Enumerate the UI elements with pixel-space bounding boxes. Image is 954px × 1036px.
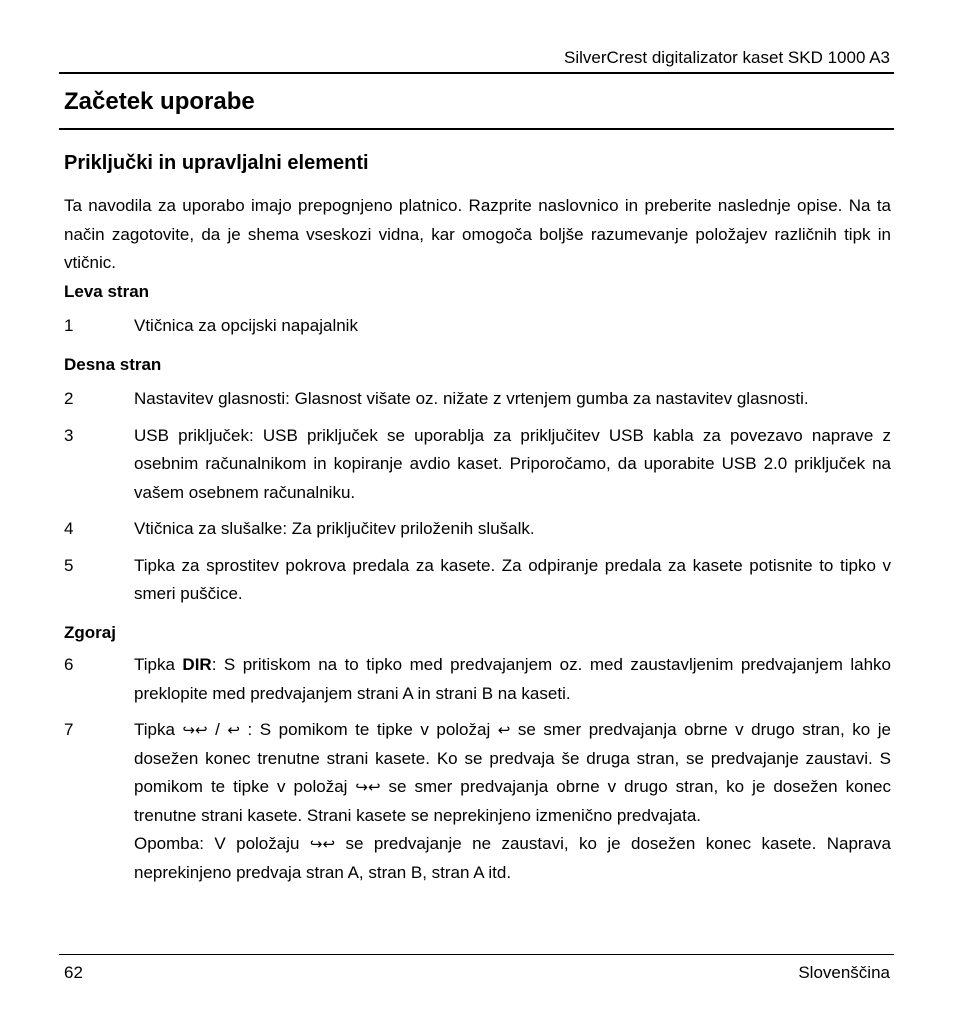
auto-reverse-both-icon: ↪↩ [182, 721, 208, 739]
text-segment: Tipka [134, 720, 183, 739]
text-segment: / [207, 720, 228, 739]
list-item [64, 515, 891, 544]
list-item [64, 651, 891, 708]
item-number: 1 [64, 316, 74, 335]
note-text: se predvajanje ne zaustavi, ko je dosežen konec kasete. Naprava neprekinjeno predvaja stran A, stran B, stran A itd. [134, 834, 892, 882]
page-number: 62 [64, 963, 83, 982]
auto-reverse-both-icon: ↪↩ [309, 835, 336, 853]
item-number: 2 [64, 389, 74, 408]
footer-rule [59, 954, 894, 955]
text-segment: se smer predvajanja obrne v drugo stran, ko je dosežen konec trenutne strani kasete. Ko se predvaja še druga stran, se predvajanje zaustavi. S pomikom te tipke v položaj [134, 720, 891, 796]
subheading-left-side: Leva stran [64, 281, 150, 301]
item-text: Vtičnica za slušalke: Za priključitev priloženih slušalk. [134, 519, 535, 538]
subheading-right-side: Desna stran [64, 354, 162, 374]
dir-key-label: DIR [182, 655, 212, 674]
item-number: 7 [64, 720, 74, 739]
chapter-title: Začetek uporabe [64, 88, 255, 115]
item-number: 3 [64, 425, 74, 445]
list-item [64, 716, 891, 887]
chapter-rule [59, 128, 894, 130]
item-number: 6 [64, 655, 74, 674]
list-item [64, 385, 891, 414]
header-rule [59, 72, 894, 74]
running-header-title: SilverCrest digitalizator kaset SKD 1000 A3 [564, 48, 890, 67]
item-text: Nastavitev glasnosti: Glasnost višate oz. nižate z vrtenjem gumba za nastavitev glasnosti. [134, 389, 809, 408]
item-text: USB priključek: USB priključek se uporablja za priključitev USB kabla za povezavo naprave z osebnim računalnikom in kopiranje avdio kaset. Priporočamo, da uporabite USB 2.0 priključek na vašem osebnem računalniku. [134, 425, 891, 502]
auto-reverse-both-icon: ↪↩ [355, 778, 381, 796]
item-text [134, 651, 891, 708]
auto-reverse-single-icon: ↩ [497, 721, 511, 739]
subheading-top-side: Zgoraj [64, 622, 116, 642]
text-segment: : S pomikom te tipke v položaj [240, 720, 498, 739]
page-content [64, 192, 891, 887]
text-segment: Tipka [134, 655, 183, 674]
list-item [64, 422, 891, 508]
list-item [64, 552, 891, 609]
item-number: 5 [64, 555, 74, 575]
item-text: Vtičnica za opcijski napajalnik [134, 316, 358, 335]
intro-paragraph: Ta navodila za uporabo imajo prepognjeno platnico. Razprite naslovnico in preberite naslednje opise. Na ta način zagotovite, da je shema vseskozi vidna, kar omogoča boljše razumevanje položajev različnih tipk in vtičnic. [64, 196, 891, 272]
section-title: Priključki in upravljalni elementi [64, 152, 369, 174]
footer-language: Slovenščina [798, 963, 890, 982]
note-text: Opomba: V položaju [134, 834, 310, 853]
item-text [134, 716, 891, 887]
auto-reverse-single-icon: ↩ [227, 721, 240, 739]
text-segment: se smer predvajanja obrne v drugo stran, ko je dosežen konec trenutne strani kasete. Strani kasete se neprekinjeno izmenično predvajata. [134, 777, 891, 825]
list-item [64, 312, 891, 341]
text-segment: : S pritiskom na to tipko med predvajanjem oz. med zaustavljenim predvajanjem lahko preklopite med predvajanjem strani A in strani B na kaseti. [134, 655, 891, 703]
item-number: 4 [64, 519, 74, 538]
item-text: Tipka za sprostitev pokrova predala za kasete. Za odpiranje predala za kasete potisnite to tipko v smeri puščice. [134, 555, 891, 603]
